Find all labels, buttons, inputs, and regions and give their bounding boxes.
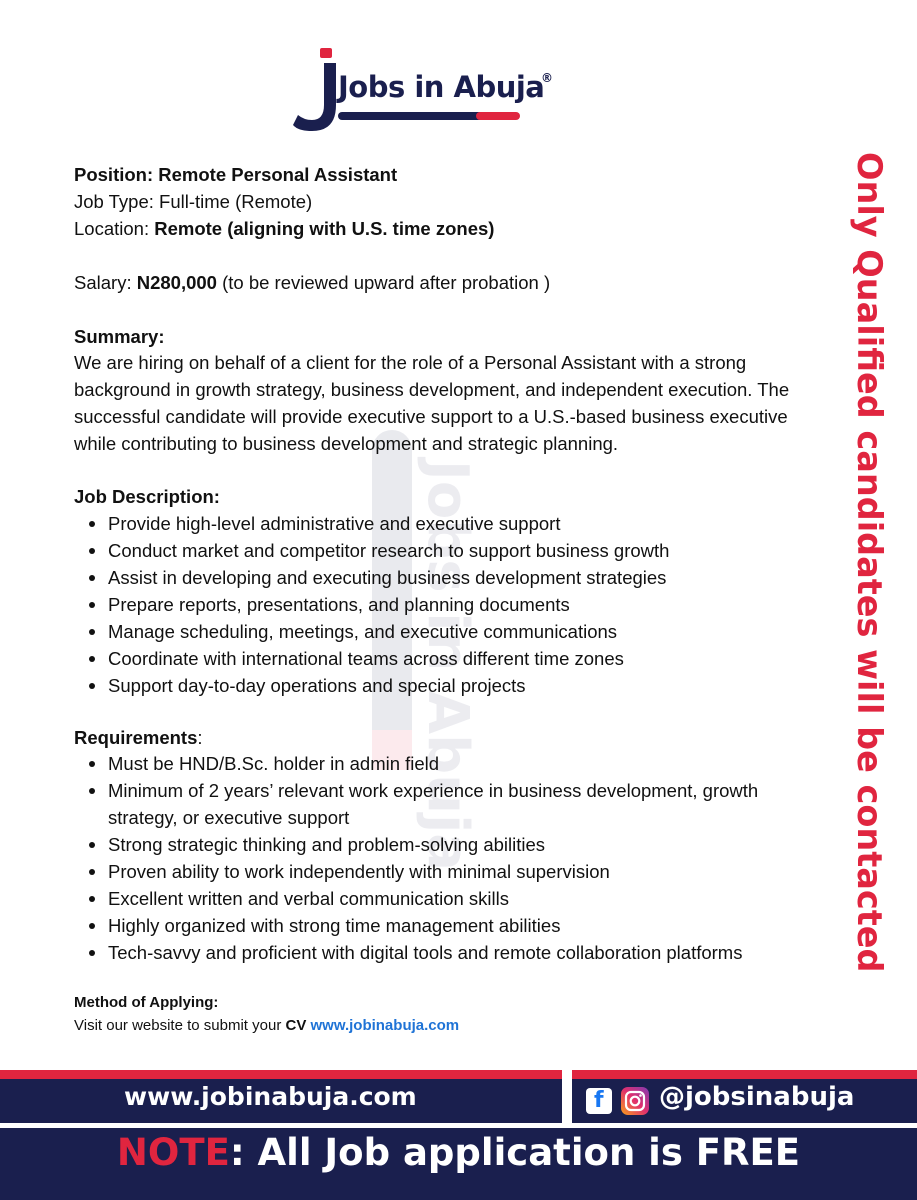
free-application-note: NOTE: All Job application is FREE <box>116 1131 801 1174</box>
list-item: Highly organized with strong time management abilities <box>74 912 758 939</box>
salary-line: Salary: N280,000 (to be reviewed upward after probation ) <box>74 272 551 293</box>
job-description-heading: Job Description: <box>74 486 220 507</box>
list-item: Coordinate with international teams across different time zones <box>74 645 669 672</box>
summary-heading: Summary: <box>74 326 165 347</box>
job-description-list <box>74 510 669 699</box>
requirements-heading: Requirements: <box>74 727 203 748</box>
list-item: Proven ability to work independently with minimal supervision <box>74 858 758 885</box>
list-item: Tech-savvy and proficient with digital tools and remote collaboration platforms <box>74 939 758 966</box>
summary-line: successful candidate will provide executive support to a U.S.-based business executive <box>74 406 788 427</box>
list-item: Provide high-level administrative and executive support <box>74 510 669 537</box>
registered-mark: ® <box>541 71 553 85</box>
list-item: Assist in developing and executing business development strategies <box>74 564 669 591</box>
logo-underline-red <box>476 112 520 120</box>
list-item: Strong strategic thinking and problem-solving abilities <box>74 831 758 858</box>
list-item: Minimum of 2 years’ relevant work experience in business development, growth <box>74 777 758 804</box>
list-item: Must be HND/B.Sc. holder in admin field <box>74 750 758 777</box>
job-type-line: Job Type: Full-time (Remote) <box>74 191 313 212</box>
logo-j-shape <box>293 63 336 131</box>
requirements-list <box>74 750 758 966</box>
summary-line: background in growth strategy, business development, and independent execution. The <box>74 379 790 400</box>
social-handle[interactable]: @jobsinabuja <box>659 1082 855 1112</box>
watermark-text: Jobs in Abuja <box>415 460 480 872</box>
footer-accent-right <box>572 1070 917 1079</box>
website-link[interactable]: www.jobinabuja.com <box>310 1017 460 1034</box>
footer-accent-left <box>0 1070 562 1079</box>
summary-line: while contributing to business development and strategic planning. <box>74 433 619 454</box>
qualified-candidates-note: Only Qualified candidates will be contacted <box>850 152 889 973</box>
summary-line: We are hiring on behalf of a client for the role of a Personal Assistant with a strong <box>74 352 747 373</box>
list-item: Conduct market and competitor research to support business growth <box>74 537 669 564</box>
list-item: Manage scheduling, meetings, and executive communications <box>74 618 669 645</box>
list-item: Support day-to-day operations and special projects <box>74 672 669 699</box>
list-item-continuation: strategy, or executive support <box>108 807 350 828</box>
facebook-icon[interactable]: f <box>586 1088 612 1114</box>
logo-wordmark: Jobs in Abuja <box>338 70 545 104</box>
footer-website-link[interactable]: www.jobinabuja.com <box>124 1082 417 1111</box>
list-item: Prepare reports, presentations, and planning documents <box>74 591 669 618</box>
logo-j-top-bar <box>320 48 332 58</box>
position-line: Position: Remote Personal Assistant <box>74 164 398 185</box>
applying-line: Visit our website to submit your CV www.jobinabuja.com <box>74 1017 460 1034</box>
applying-heading: Method of Applying: <box>74 994 219 1011</box>
location-line: Location: Remote (aligning with U.S. time zones) <box>74 218 495 239</box>
instagram-icon[interactable] <box>621 1087 649 1115</box>
list-item: Excellent written and verbal communication skills <box>74 885 758 912</box>
